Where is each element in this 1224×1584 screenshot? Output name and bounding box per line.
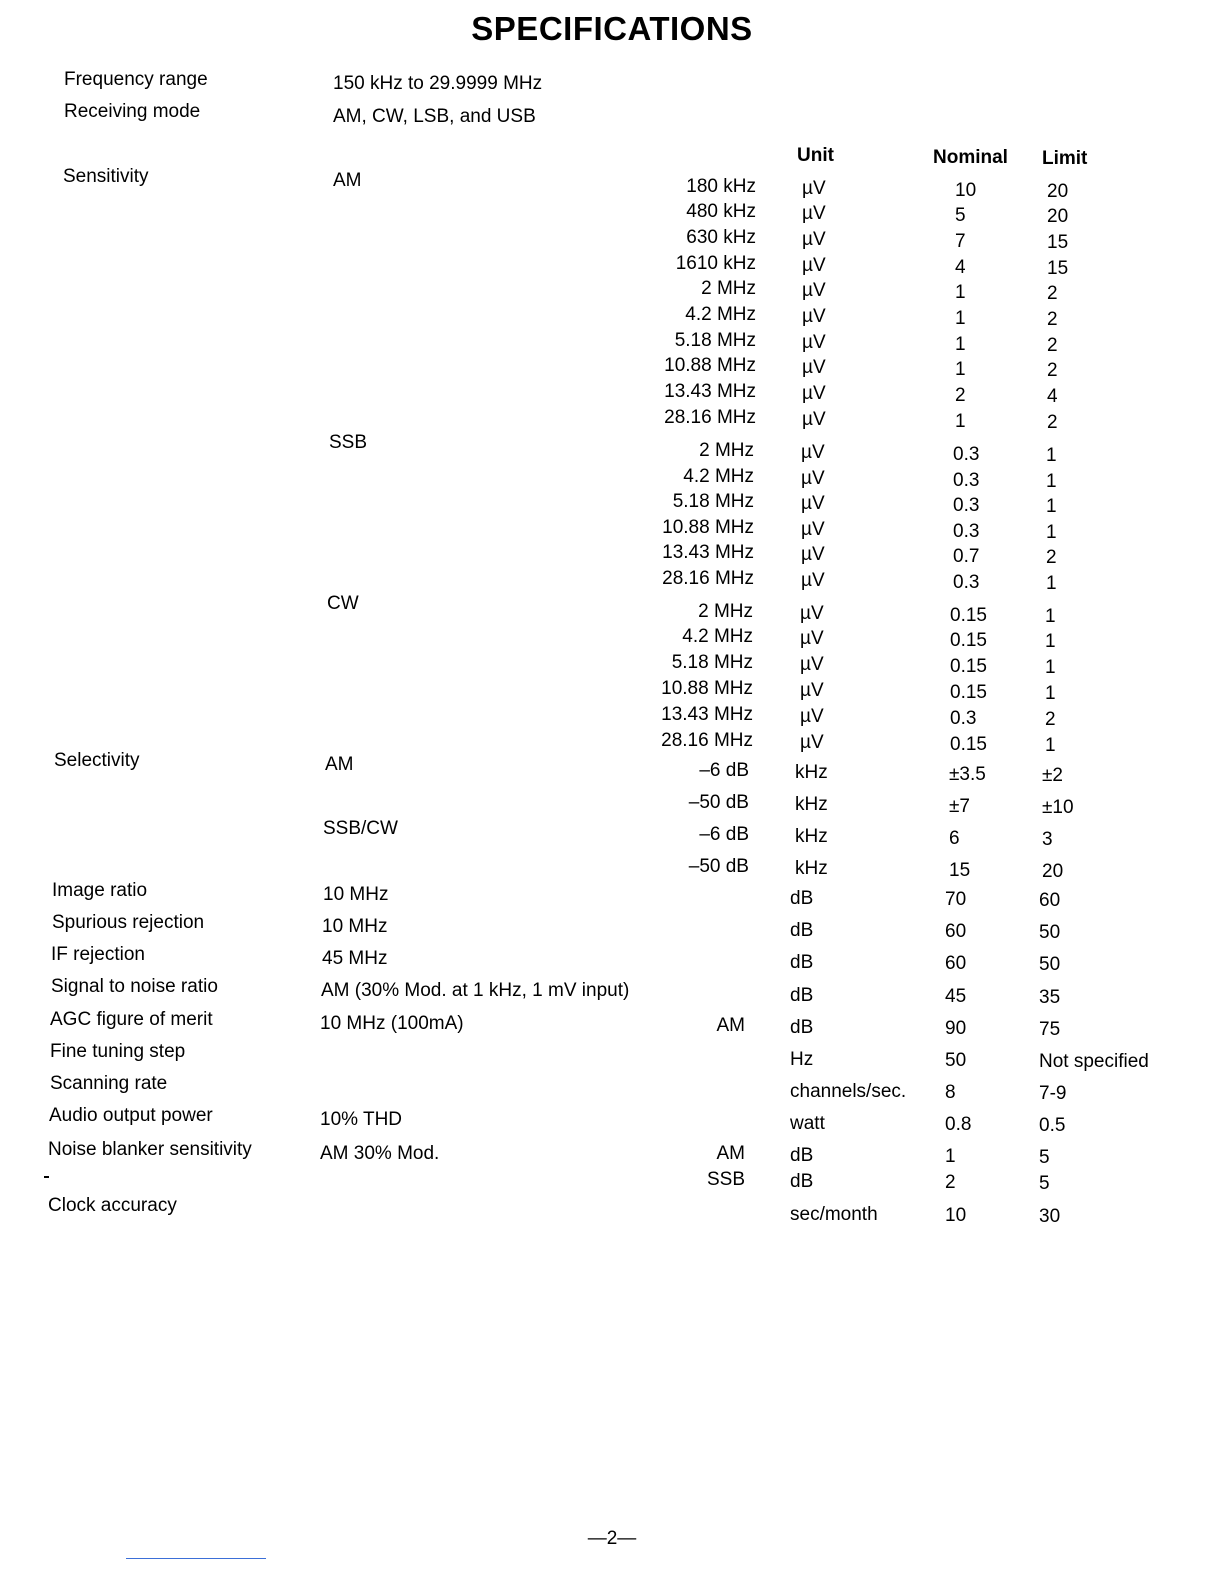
sensitivity-nominal: 1 [955, 359, 966, 380]
spec-condition: 10 MHz (100mA) [320, 1013, 464, 1034]
sensitivity-frequency: 5.18 MHz [671, 652, 753, 673]
sensitivity-unit: µV [801, 544, 825, 565]
sensitivity-nominal: 10 [955, 180, 977, 201]
spec-nominal: 10 [945, 1205, 967, 1226]
selectivity-unit: kHz [795, 826, 828, 847]
spec-label: Clock accuracy [48, 1195, 177, 1216]
sensitivity-unit: µV [800, 603, 824, 624]
spec-unit: Hz [790, 1049, 814, 1070]
sensitivity-frequency: 5.18 MHz [672, 491, 754, 512]
sensitivity-unit: µV [801, 570, 825, 591]
sensitivity-unit: µV [800, 732, 824, 753]
sensitivity-frequency: 2 MHz [699, 440, 754, 461]
spec-nominal: 2 [945, 1172, 956, 1193]
sensitivity-nominal: 0.15 [950, 605, 987, 626]
sensitivity-limit: 2 [1047, 360, 1058, 381]
sensitivity-frequency: 13.43 MHz [662, 542, 754, 563]
sensitivity-limit: 2 [1045, 709, 1056, 730]
spec-nominal: 90 [945, 1018, 967, 1039]
sensitivity-frequency: 4.2 MHz [683, 466, 754, 487]
spec-label: Scanning rate [50, 1073, 168, 1094]
selectivity-unit: kHz [795, 794, 828, 815]
sensitivity-frequency: 10.88 MHz [664, 355, 756, 376]
spec-condition: 10 MHz [322, 916, 388, 937]
spec-nominal: 60 [945, 953, 967, 974]
spec-nominal: 8 [945, 1082, 956, 1103]
spec-nominal: 45 [945, 986, 967, 1007]
nominal-header: Nominal [933, 147, 1008, 168]
selectivity-label: Selectivity [54, 750, 140, 771]
spec-condition: 10% THD [320, 1109, 403, 1130]
sensitivity-label: Sensitivity [63, 166, 149, 187]
frequency-range-label: Frequency range [64, 69, 208, 90]
spec-mode: AM [716, 1015, 745, 1036]
sensitivity-unit: µV [801, 519, 825, 540]
sensitivity-mode: AM [333, 170, 362, 191]
sensitivity-limit: 1 [1046, 573, 1057, 594]
sensitivity-unit: µV [802, 255, 826, 276]
sensitivity-nominal: 0.15 [950, 630, 987, 651]
sensitivity-frequency: 10.88 MHz [661, 678, 753, 699]
sensitivity-limit: 1 [1045, 735, 1056, 756]
spec-label: Signal to noise ratio [51, 976, 218, 997]
dash-mark [44, 1176, 49, 1178]
sensitivity-frequency: 2 MHz [701, 278, 756, 299]
sensitivity-nominal: 0.3 [953, 572, 980, 593]
page-title: SPECIFICATIONS [471, 10, 753, 47]
sensitivity-frequency: 5.18 MHz [674, 330, 756, 351]
spec-condition: AM (30% Mod. at 1 kHz, 1 mV input) [321, 980, 630, 1001]
sensitivity-limit: 1 [1046, 445, 1057, 466]
selectivity-level: –6 dB [699, 760, 749, 781]
sensitivity-unit: µV [802, 178, 826, 199]
sensitivity-nominal: 0.15 [950, 734, 987, 755]
sensitivity-nominal: 0.3 [953, 470, 980, 491]
spec-label: Image ratio [52, 880, 148, 901]
sensitivity-nominal: 1 [955, 282, 966, 303]
sensitivity-limit: 1 [1045, 631, 1056, 652]
sensitivity-limit: 2 [1047, 412, 1058, 433]
selectivity-level: –50 dB [688, 856, 749, 877]
sensitivity-nominal: 1 [955, 308, 966, 329]
selectivity-unit: kHz [795, 858, 828, 879]
spec-unit: watt [790, 1113, 825, 1134]
sensitivity-nominal: 0.3 [953, 495, 980, 516]
spec-limit: Not specified [1039, 1051, 1149, 1072]
sensitivity-nominal: 0.3 [953, 444, 980, 465]
sensitivity-frequency: 180 kHz [686, 176, 756, 197]
sensitivity-unit: µV [802, 409, 826, 430]
sensitivity-limit: 20 [1047, 206, 1069, 227]
sensitivity-nominal: 2 [955, 385, 966, 406]
sensitivity-nominal: 0.3 [953, 521, 980, 542]
spec-label: IF rejection [51, 944, 145, 965]
sensitivity-nominal: 5 [955, 205, 966, 226]
spec-limit: 0.5 [1039, 1115, 1066, 1136]
sensitivity-frequency: 4.2 MHz [682, 626, 753, 647]
sensitivity-limit: 1 [1045, 606, 1056, 627]
spec-label: Noise blanker sensitivity [48, 1139, 252, 1160]
sensitivity-nominal: 0.15 [950, 682, 987, 703]
sensitivity-unit: µV [800, 628, 824, 649]
spec-unit: dB [790, 952, 814, 973]
sensitivity-limit: 1 [1046, 471, 1057, 492]
unit-header: Unit [797, 145, 834, 166]
selectivity-level: –50 dB [688, 792, 749, 813]
sensitivity-frequency: 28.16 MHz [664, 407, 756, 428]
sensitivity-frequency: 13.43 MHz [661, 704, 753, 725]
spec-unit: dB [790, 985, 814, 1006]
spec-limit: 5 [1039, 1173, 1050, 1194]
sensitivity-unit: µV [800, 654, 824, 675]
sensitivity-nominal: 1 [955, 411, 966, 432]
sensitivity-mode: CW [327, 593, 359, 614]
selectivity-limit: 3 [1042, 829, 1053, 850]
sensitivity-unit: µV [802, 357, 826, 378]
spec-nominal: 70 [945, 889, 967, 910]
sensitivity-limit: 1 [1046, 522, 1057, 543]
sensitivity-unit: µV [801, 442, 825, 463]
spec-limit: 5 [1039, 1147, 1050, 1168]
sensitivity-unit: µV [802, 383, 826, 404]
limit-header: Limit [1042, 148, 1088, 169]
spec-nominal: 60 [945, 921, 967, 942]
sensitivity-unit: µV [800, 680, 824, 701]
sensitivity-unit: µV [802, 280, 826, 301]
spec-mode: AM [716, 1143, 745, 1164]
sensitivity-limit: 2 [1047, 335, 1058, 356]
sensitivity-nominal: 0.15 [950, 656, 987, 677]
sensitivity-frequency: 630 kHz [686, 227, 756, 248]
sensitivity-nominal: 4 [955, 257, 966, 278]
sensitivity-limit: 4 [1047, 386, 1058, 407]
sensitivity-nominal: 1 [955, 334, 966, 355]
spec-limit: 60 [1039, 890, 1061, 911]
selectivity-nominal: 15 [949, 860, 971, 881]
spec-condition: AM 30% Mod. [320, 1143, 440, 1164]
sensitivity-frequency: 28.16 MHz [662, 568, 754, 589]
sensitivity-limit: 1 [1045, 657, 1056, 678]
receiving-mode-label: Receiving mode [64, 101, 201, 122]
selectivity-nominal: 6 [949, 828, 960, 849]
spec-limit: 30 [1039, 1206, 1061, 1227]
spec-condition: 10 MHz [323, 884, 389, 905]
selectivity-limit: 20 [1042, 861, 1064, 882]
sensitivity-limit: 1 [1046, 496, 1057, 517]
sensitivity-unit: µV [801, 493, 825, 514]
spec-unit: dB [790, 920, 814, 941]
sensitivity-limit: 2 [1047, 283, 1058, 304]
selectivity-mode: AM [325, 754, 354, 775]
spec-nominal: 50 [945, 1050, 967, 1071]
sensitivity-frequency: 10.88 MHz [662, 517, 754, 538]
page-number: —2— [587, 1528, 637, 1549]
spec-limit: 35 [1039, 987, 1061, 1008]
sensitivity-limit: 15 [1047, 258, 1069, 279]
spec-mode: SSB [706, 1169, 745, 1190]
spec-condition: 45 MHz [322, 948, 388, 969]
sensitivity-mode: SSB [329, 432, 368, 453]
spec-limit: 50 [1039, 922, 1061, 943]
selectivity-limit: ±10 [1042, 797, 1074, 818]
selectivity-nominal: ±7 [949, 796, 970, 817]
sensitivity-nominal: 7 [955, 231, 966, 252]
sensitivity-limit: 2 [1046, 547, 1057, 568]
spec-unit: dB [790, 888, 814, 909]
spec-limit: 75 [1039, 1019, 1061, 1040]
sensitivity-unit: µV [802, 229, 826, 250]
sensitivity-limit: 15 [1047, 232, 1069, 253]
sensitivity-unit: µV [801, 468, 825, 489]
sensitivity-frequency: 13.43 MHz [664, 381, 756, 402]
spec-label: AGC figure of merit [50, 1009, 213, 1030]
spec-unit: channels/sec. [790, 1081, 907, 1102]
underline-mark [126, 1558, 266, 1559]
sensitivity-nominal: 0.3 [950, 708, 977, 729]
spec-label: Audio output power [49, 1105, 213, 1126]
sensitivity-limit: 2 [1047, 309, 1058, 330]
spec-unit: sec/month [790, 1204, 878, 1225]
sensitivity-limit: 1 [1045, 683, 1056, 704]
sensitivity-frequency: 28.16 MHz [661, 730, 753, 751]
frequency-range-value: 150 kHz to 29.9999 MHz [333, 73, 543, 94]
sensitivity-limit: 20 [1047, 181, 1069, 202]
sensitivity-frequency: 1610 kHz [675, 253, 756, 274]
sensitivity-frequency: 2 MHz [698, 601, 753, 622]
selectivity-unit: kHz [795, 762, 828, 783]
spec-label: Spurious rejection [52, 912, 205, 933]
sensitivity-unit: µV [802, 332, 826, 353]
selectivity-limit: ±2 [1042, 765, 1063, 786]
sensitivity-frequency: 4.2 MHz [685, 304, 756, 325]
spec-limit: 50 [1039, 954, 1061, 975]
sensitivity-frequency: 480 kHz [686, 201, 756, 222]
spec-nominal: 0.8 [945, 1114, 972, 1135]
spec-unit: dB [790, 1145, 814, 1166]
spec-limit: 7-9 [1039, 1083, 1067, 1104]
receiving-mode-value: AM, CW, LSB, and USB [333, 106, 536, 127]
selectivity-nominal: ±3.5 [949, 764, 986, 785]
spec-label: Fine tuning step [50, 1041, 186, 1062]
sensitivity-unit: µV [802, 203, 826, 224]
selectivity-mode: SSB/CW [323, 818, 398, 839]
spec-unit: dB [790, 1171, 814, 1192]
sensitivity-unit: µV [800, 706, 824, 727]
sensitivity-unit: µV [802, 306, 826, 327]
selectivity-level: –6 dB [699, 824, 749, 845]
spec-unit: dB [790, 1017, 814, 1038]
sensitivity-nominal: 0.7 [953, 546, 980, 567]
spec-nominal: 1 [945, 1146, 956, 1167]
